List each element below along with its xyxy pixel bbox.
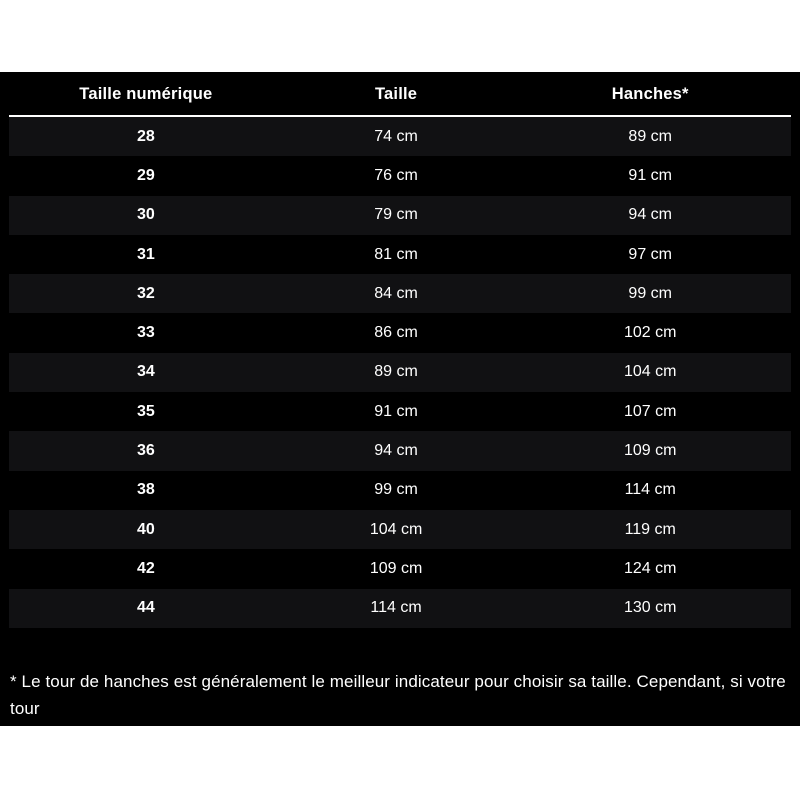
numeric-size-cell: 32 — [136, 284, 155, 302]
waist-cell: 114 cm — [370, 599, 422, 617]
size-chart-table — [0, 72, 800, 745]
waist-cell: 81 cm — [374, 245, 418, 263]
hips-cell: 107 cm — [623, 402, 677, 420]
table-row — [9, 235, 791, 274]
waist-cell: 74 cm — [374, 127, 418, 145]
numeric-size-cell: 42 — [136, 559, 155, 577]
waist-cell: 91 cm — [374, 402, 418, 420]
footnote — [9, 668, 791, 749]
waist-cell: 109 cm — [369, 559, 423, 577]
numeric-size-cell: 33 — [136, 324, 155, 342]
table-header-row — [9, 74, 791, 115]
waist-cell: 84 cm — [374, 284, 418, 302]
hips-cell: 102 cm — [623, 324, 677, 342]
numeric-size-cell: 36 — [136, 442, 155, 460]
waist-cell: 79 cm — [374, 206, 418, 224]
numeric-size-cell: 44 — [136, 599, 155, 617]
hips-cell: 130 cm — [623, 599, 677, 617]
waist-cell: 99 cm — [374, 481, 418, 499]
hips-cell: 89 cm — [628, 127, 672, 145]
hips-cell: 99 cm — [628, 284, 672, 302]
table-row — [9, 274, 791, 313]
waist-cell: 89 cm — [374, 363, 418, 381]
column-header-hips: Hanches* — [611, 85, 689, 103]
table-row — [9, 431, 791, 470]
waist-cell: 104 cm — [369, 520, 423, 538]
table-row — [9, 313, 791, 352]
footnote-line-1: * Le tour de hanches est généralement le meilleur indicateur pour choisir sa taille. Cependant, si votre tour — [10, 671, 786, 718]
numeric-size-cell: 29 — [136, 166, 155, 184]
table-row — [9, 471, 791, 510]
table-row — [9, 589, 791, 628]
numeric-size-cell: 30 — [136, 206, 155, 224]
table-row — [9, 510, 791, 549]
hips-cell: 109 cm — [623, 442, 677, 460]
table-body — [9, 117, 791, 628]
numeric-size-cell: 28 — [136, 127, 155, 145]
column-header-numeric-size: Taille numérique — [79, 85, 213, 103]
hips-cell: 97 cm — [628, 245, 672, 263]
waist-cell: 86 cm — [374, 324, 418, 342]
numeric-size-cell: 34 — [136, 363, 155, 381]
hips-cell: 114 cm — [624, 481, 676, 499]
table-row — [9, 156, 791, 195]
table-row — [9, 549, 791, 588]
numeric-size-cell: 35 — [136, 402, 155, 420]
table-row — [9, 353, 791, 392]
numeric-size-cell: 31 — [136, 245, 155, 263]
waist-cell: 76 cm — [374, 166, 418, 184]
column-header-waist: Taille — [374, 85, 418, 103]
table-row — [9, 117, 791, 156]
hips-cell: 119 cm — [624, 520, 676, 538]
numeric-size-cell: 38 — [136, 481, 155, 499]
table-row — [9, 196, 791, 235]
hips-cell: 91 cm — [628, 166, 672, 184]
table-row — [9, 392, 791, 431]
numeric-size-cell: 40 — [136, 520, 155, 538]
waist-cell: 94 cm — [374, 442, 418, 460]
hips-cell: 104 cm — [623, 363, 677, 381]
hips-cell: 94 cm — [628, 206, 672, 224]
hips-cell: 124 cm — [623, 559, 677, 577]
footnote-line-2: de taille est plus large, nous vous recommandons d’acheter la taille indiquée pour votre tour de taille. — [10, 725, 779, 745]
